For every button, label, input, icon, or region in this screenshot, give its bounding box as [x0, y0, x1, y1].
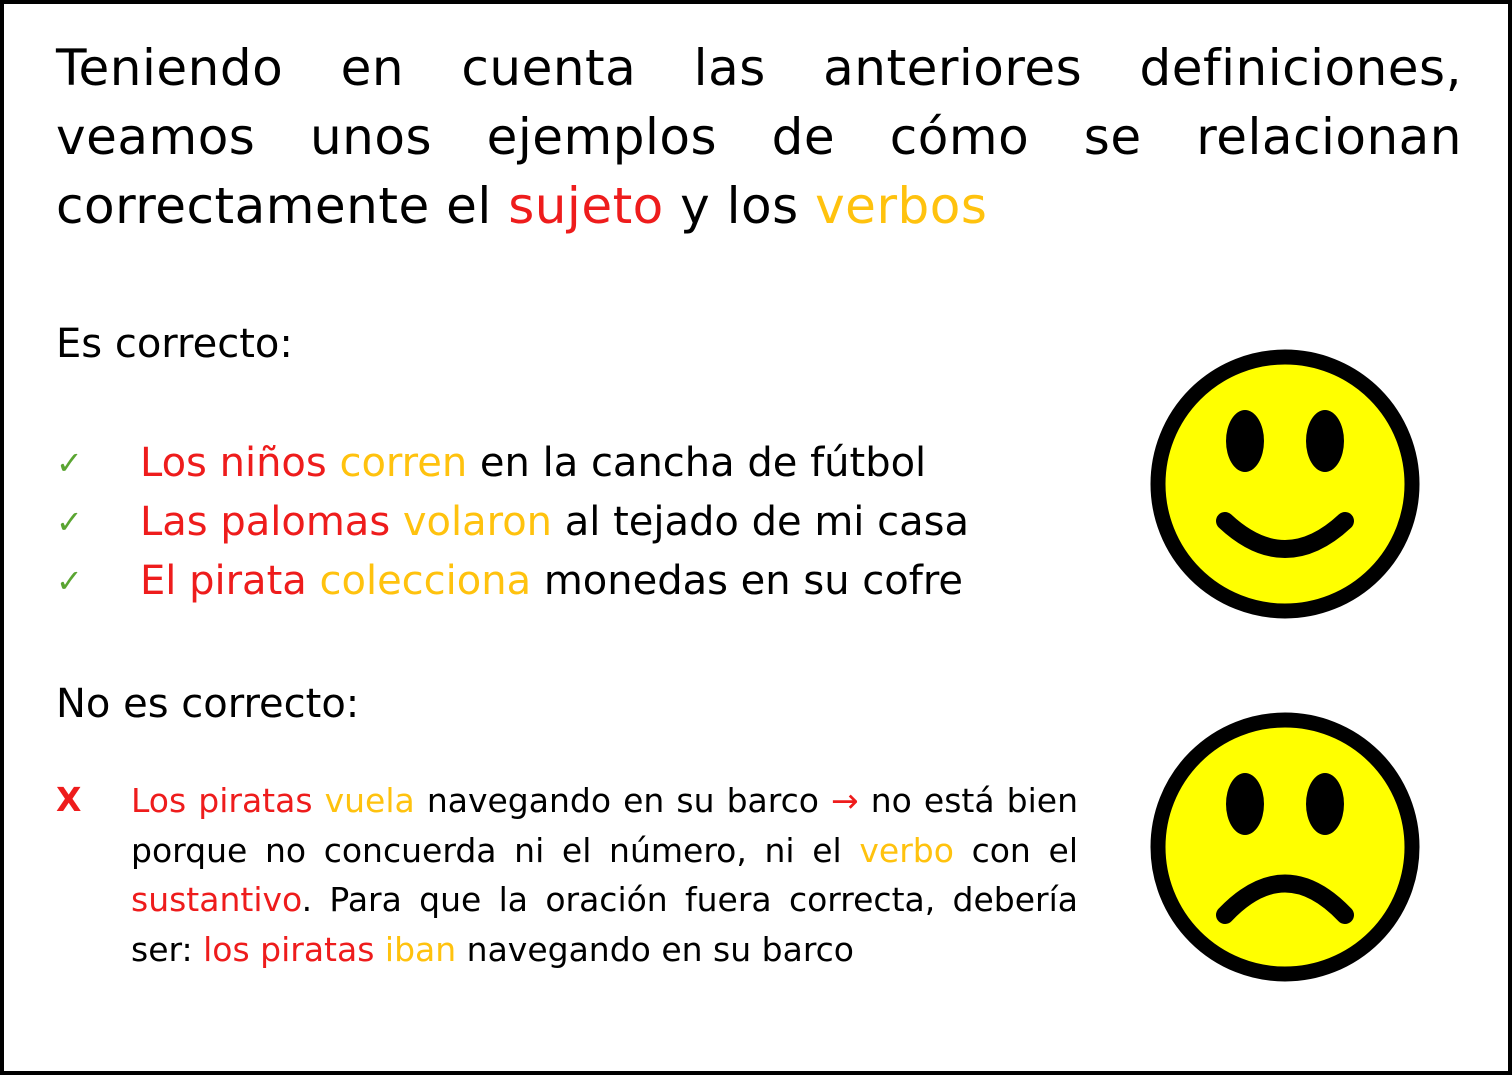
wrong-subject: Los piratas [131, 781, 313, 820]
example-subject: Los niños [140, 440, 327, 486]
explanation-part-2: con el [953, 830, 1078, 870]
happy-face-icon [1150, 349, 1420, 619]
fixed-rest: navegando en su barco [456, 929, 854, 969]
incorrect-example-text [131, 776, 1078, 974]
wrong-verb: vuela [324, 781, 415, 820]
explanation-verb-word: verbo [859, 830, 954, 870]
example-verb: corren [339, 440, 468, 486]
example-rest: al tejado de mi casa [564, 499, 969, 545]
checkmark-icon: ✓ [56, 444, 83, 482]
checkmark-icon: ✓ [56, 503, 83, 541]
example-subject: El pirata [140, 558, 307, 604]
incorrect-example [56, 776, 1078, 974]
explanation-part-1: no está bien porque no concuerda ni el número, ni el [131, 781, 1078, 870]
intro-middle-text: y los [663, 177, 816, 235]
correct-example-item [56, 552, 969, 611]
example-verb: volaron [402, 499, 553, 545]
correct-heading: Es correcto: [56, 321, 293, 367]
example-rest: en la cancha de fútbol [479, 440, 927, 486]
fixed-subject: los piratas [203, 929, 375, 969]
explanation-part-3: . Para que la oración fuera correcta, debería ser: [131, 880, 1078, 969]
example-verb: colecciona [319, 558, 532, 604]
example-rest: monedas en su cofre [543, 558, 963, 604]
intro-subject-word: sujeto [508, 177, 664, 235]
incorrect-heading: No es correcto: [56, 681, 360, 727]
sad-face-icon [1150, 712, 1420, 982]
example-subject: Las palomas [140, 499, 391, 545]
intro-verb-word: verbos [815, 177, 988, 235]
intro-text: Teniendo en cuenta las anteriores definiciones, veamos unos ejemplos de cómo se relacionan correctamente el [56, 39, 1462, 235]
cross-mark-icon: X [56, 780, 82, 819]
correct-examples-list [56, 434, 969, 611]
intro-paragraph [56, 34, 1462, 241]
checkmark-icon: ✓ [56, 562, 83, 600]
correct-example-item [56, 434, 969, 493]
arrow-right-icon: → [831, 781, 859, 820]
explanation-noun-word: sustantivo [131, 880, 302, 919]
correct-example-item [56, 493, 969, 552]
fixed-verb: iban [384, 929, 457, 969]
wrong-rest: navegando en su barco [414, 781, 831, 820]
